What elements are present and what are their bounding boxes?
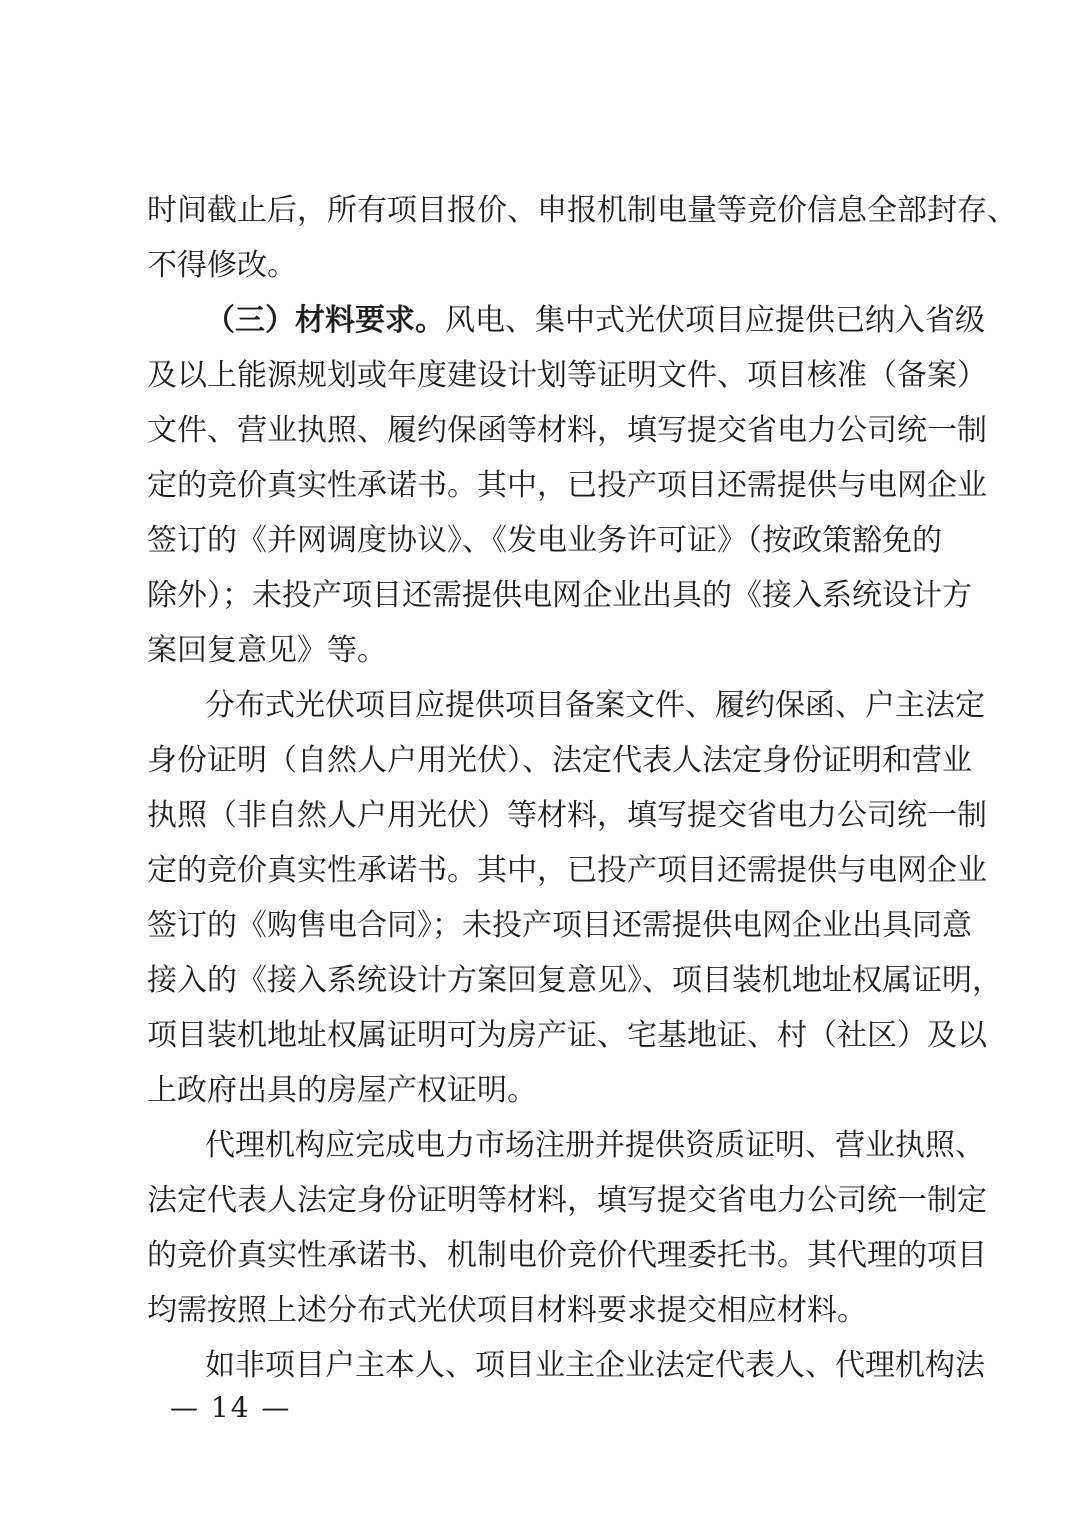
text-line-11: 身份证明（自然人户用光伏）、法定代表人法定身份证明和营业 <box>147 743 972 778</box>
text-line-1: 时间截止后，所有项目报价、申报机制电量等竞价信息全部封存、 <box>147 193 1017 228</box>
section-heading: （三）材料要求。 <box>205 303 445 338</box>
text-line-20: 的竞价真实性承诺书、机制电价竞价代理委托书。其代理的项目 <box>147 1238 987 1273</box>
text-line-9: 案回复意见》等。 <box>147 633 387 668</box>
text-line-21: 均需按照上述分布式光伏项目材料要求提交相应材料。 <box>147 1293 867 1328</box>
text-line-17: 上政府出具的房屋产权证明。 <box>147 1073 537 1108</box>
text-line-22: 如非项目户主本人、项目业主企业法定代表人、代理机构法 <box>205 1348 985 1383</box>
text-line-16: 项目装机地址权属证明可为房产证、宅基地证、村（社区）及以 <box>147 1018 987 1053</box>
text-line-5: 文件、营业执照、履约保函等材料，填写提交省电力公司统一制 <box>147 413 987 448</box>
page-number: — 14 — <box>170 1391 292 1424</box>
section-heading-text: 风电、集中式光伏项目应提供已纳入省级 <box>445 303 985 338</box>
text-line-15: 接入的《接入系统设计方案回复意见》、项目装机地址权属证明， <box>147 963 1002 998</box>
text-line-10: 分布式光伏项目应提供项目备案文件、履约保函、户主法定 <box>205 688 985 723</box>
text-line-7: 签订的《并网调度协议》、《发电业务许可证》（按政策豁免的 <box>147 523 942 558</box>
text-line-14: 签订的《购售电合同》；未投产项目还需提供电网企业出具同意 <box>147 908 972 943</box>
text-line-6: 定的竞价真实性承诺书。其中，已投产项目还需提供与电网企业 <box>147 468 987 503</box>
text-line-2: 不得修改。 <box>147 248 297 283</box>
text-line-18: 代理机构应完成电力市场注册并提供资质证明、营业执照、 <box>205 1128 985 1163</box>
text-line-13: 定的竞价真实性承诺书。其中，已投产项目还需提供与电网企业 <box>147 853 987 888</box>
text-line-12: 执照（非自然人户用光伏）等材料，填写提交省电力公司统一制 <box>147 798 987 833</box>
text-line-19: 法定代表人法定身份证明等材料，填写提交省电力公司统一制定 <box>147 1183 987 1218</box>
section-heading-line <box>205 301 985 341</box>
text-line-8: 除外）；未投产项目还需提供电网企业出具的《接入系统设计方 <box>147 578 972 613</box>
text-line-4: 及以上能源规划或年度建设计划等证明文件、项目核准（备案） <box>147 358 987 393</box>
